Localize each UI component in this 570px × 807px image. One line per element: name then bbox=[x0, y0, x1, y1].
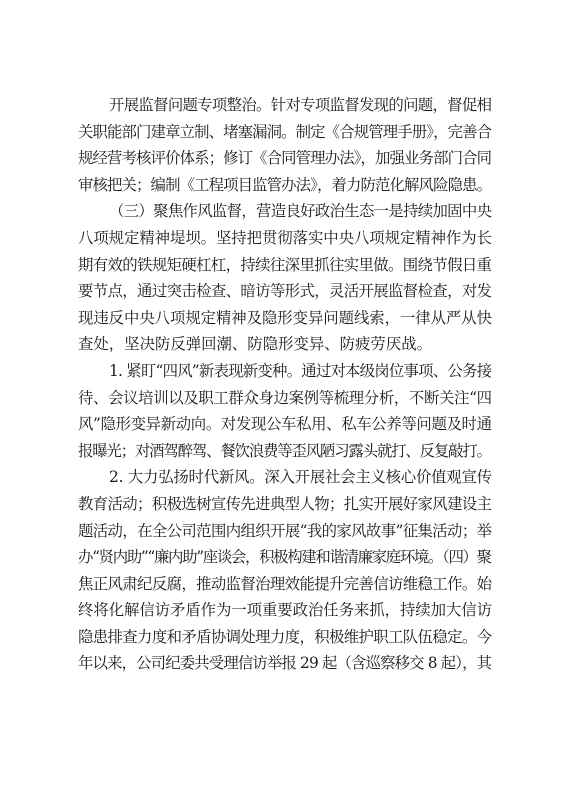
text-line: 查处，坚决防反弹回潮、防隐形变异、防疲劳厌战。 bbox=[78, 335, 432, 354]
text-line: 规经营考核评价体系；修订《合同管理办法》，加强业务部门合同 bbox=[78, 149, 492, 168]
text-line: 现违反中央八项规定精神及隐形变异问题线索，一律从严从快 bbox=[78, 308, 492, 327]
text-line: 期有效的铁规矩硬杠杠，持续往深里抓往实里做。围绕节假日重 bbox=[78, 255, 492, 274]
text-line: 隐患排查力度和矛盾协调处理力度，积极维护职工队伍稳定。今 bbox=[78, 627, 492, 646]
text-line: 终将化解信访矛盾作为一项重要政治任务来抓，持续加大信访 bbox=[78, 601, 492, 620]
text-line: 教育活动；积极选树宣传先进典型人物；扎实开展好家风建设主 bbox=[78, 494, 492, 513]
body-text bbox=[78, 92, 492, 677]
text-line: 报曝光；对酒驾醉驾、餐饮浪费等歪风陋习露头就打、反复敲打。 bbox=[78, 441, 491, 460]
text-line: 办“贤内助”“廉内助”座谈会，积极构建和谐清廉家庭环境。（四）聚 bbox=[78, 548, 491, 567]
text-line: 风”隐形变异新动向。对发现公车私用、私车公养等问题及时通 bbox=[78, 415, 492, 434]
text-line: 1. 紧盯“四风”新表现新变种。通过对本级岗位事项、公务接 bbox=[109, 361, 492, 380]
text-line: 2. 大力弘扬时代新风。深入开展社会主义核心价值观宣传 bbox=[109, 468, 492, 487]
text-line: （三）聚焦作风监督，营造良好政治生态一是持续加固中央 bbox=[109, 202, 492, 221]
text-line: 要节点，通过突击检查、暗访等形式，灵活开展监督检查，对发 bbox=[78, 282, 492, 301]
text-line: 年以来，公司纪委共受理信访举报 29 起（含巡察移交 8 起），其 bbox=[78, 654, 492, 673]
text-line: 题活动，在全公司范围内组织开展“我的家风故事”征集活动；举 bbox=[78, 521, 492, 540]
text-line: 八项规定精神堤坝。坚持把贯彻落实中央八项规定精神作为长 bbox=[78, 228, 492, 247]
text-line: 待、会议培训以及职工群众身边案例等梳理分析，不断关注“四 bbox=[78, 388, 492, 407]
text-line: 审核把关；编制《工程项目监管办法》，着力防范化解风险隐患。 bbox=[78, 175, 492, 194]
text-line: 关职能部门建章立制、堵塞漏洞。制定《合规管理手册》，完善合 bbox=[78, 122, 492, 141]
text-line: 焦正风肃纪反腐，推动监督治理效能提升完善信访维稳工作。始 bbox=[78, 574, 492, 593]
text-line: 开展监督问题专项整治。针对专项监督发现的问题，督促相 bbox=[109, 96, 492, 114]
